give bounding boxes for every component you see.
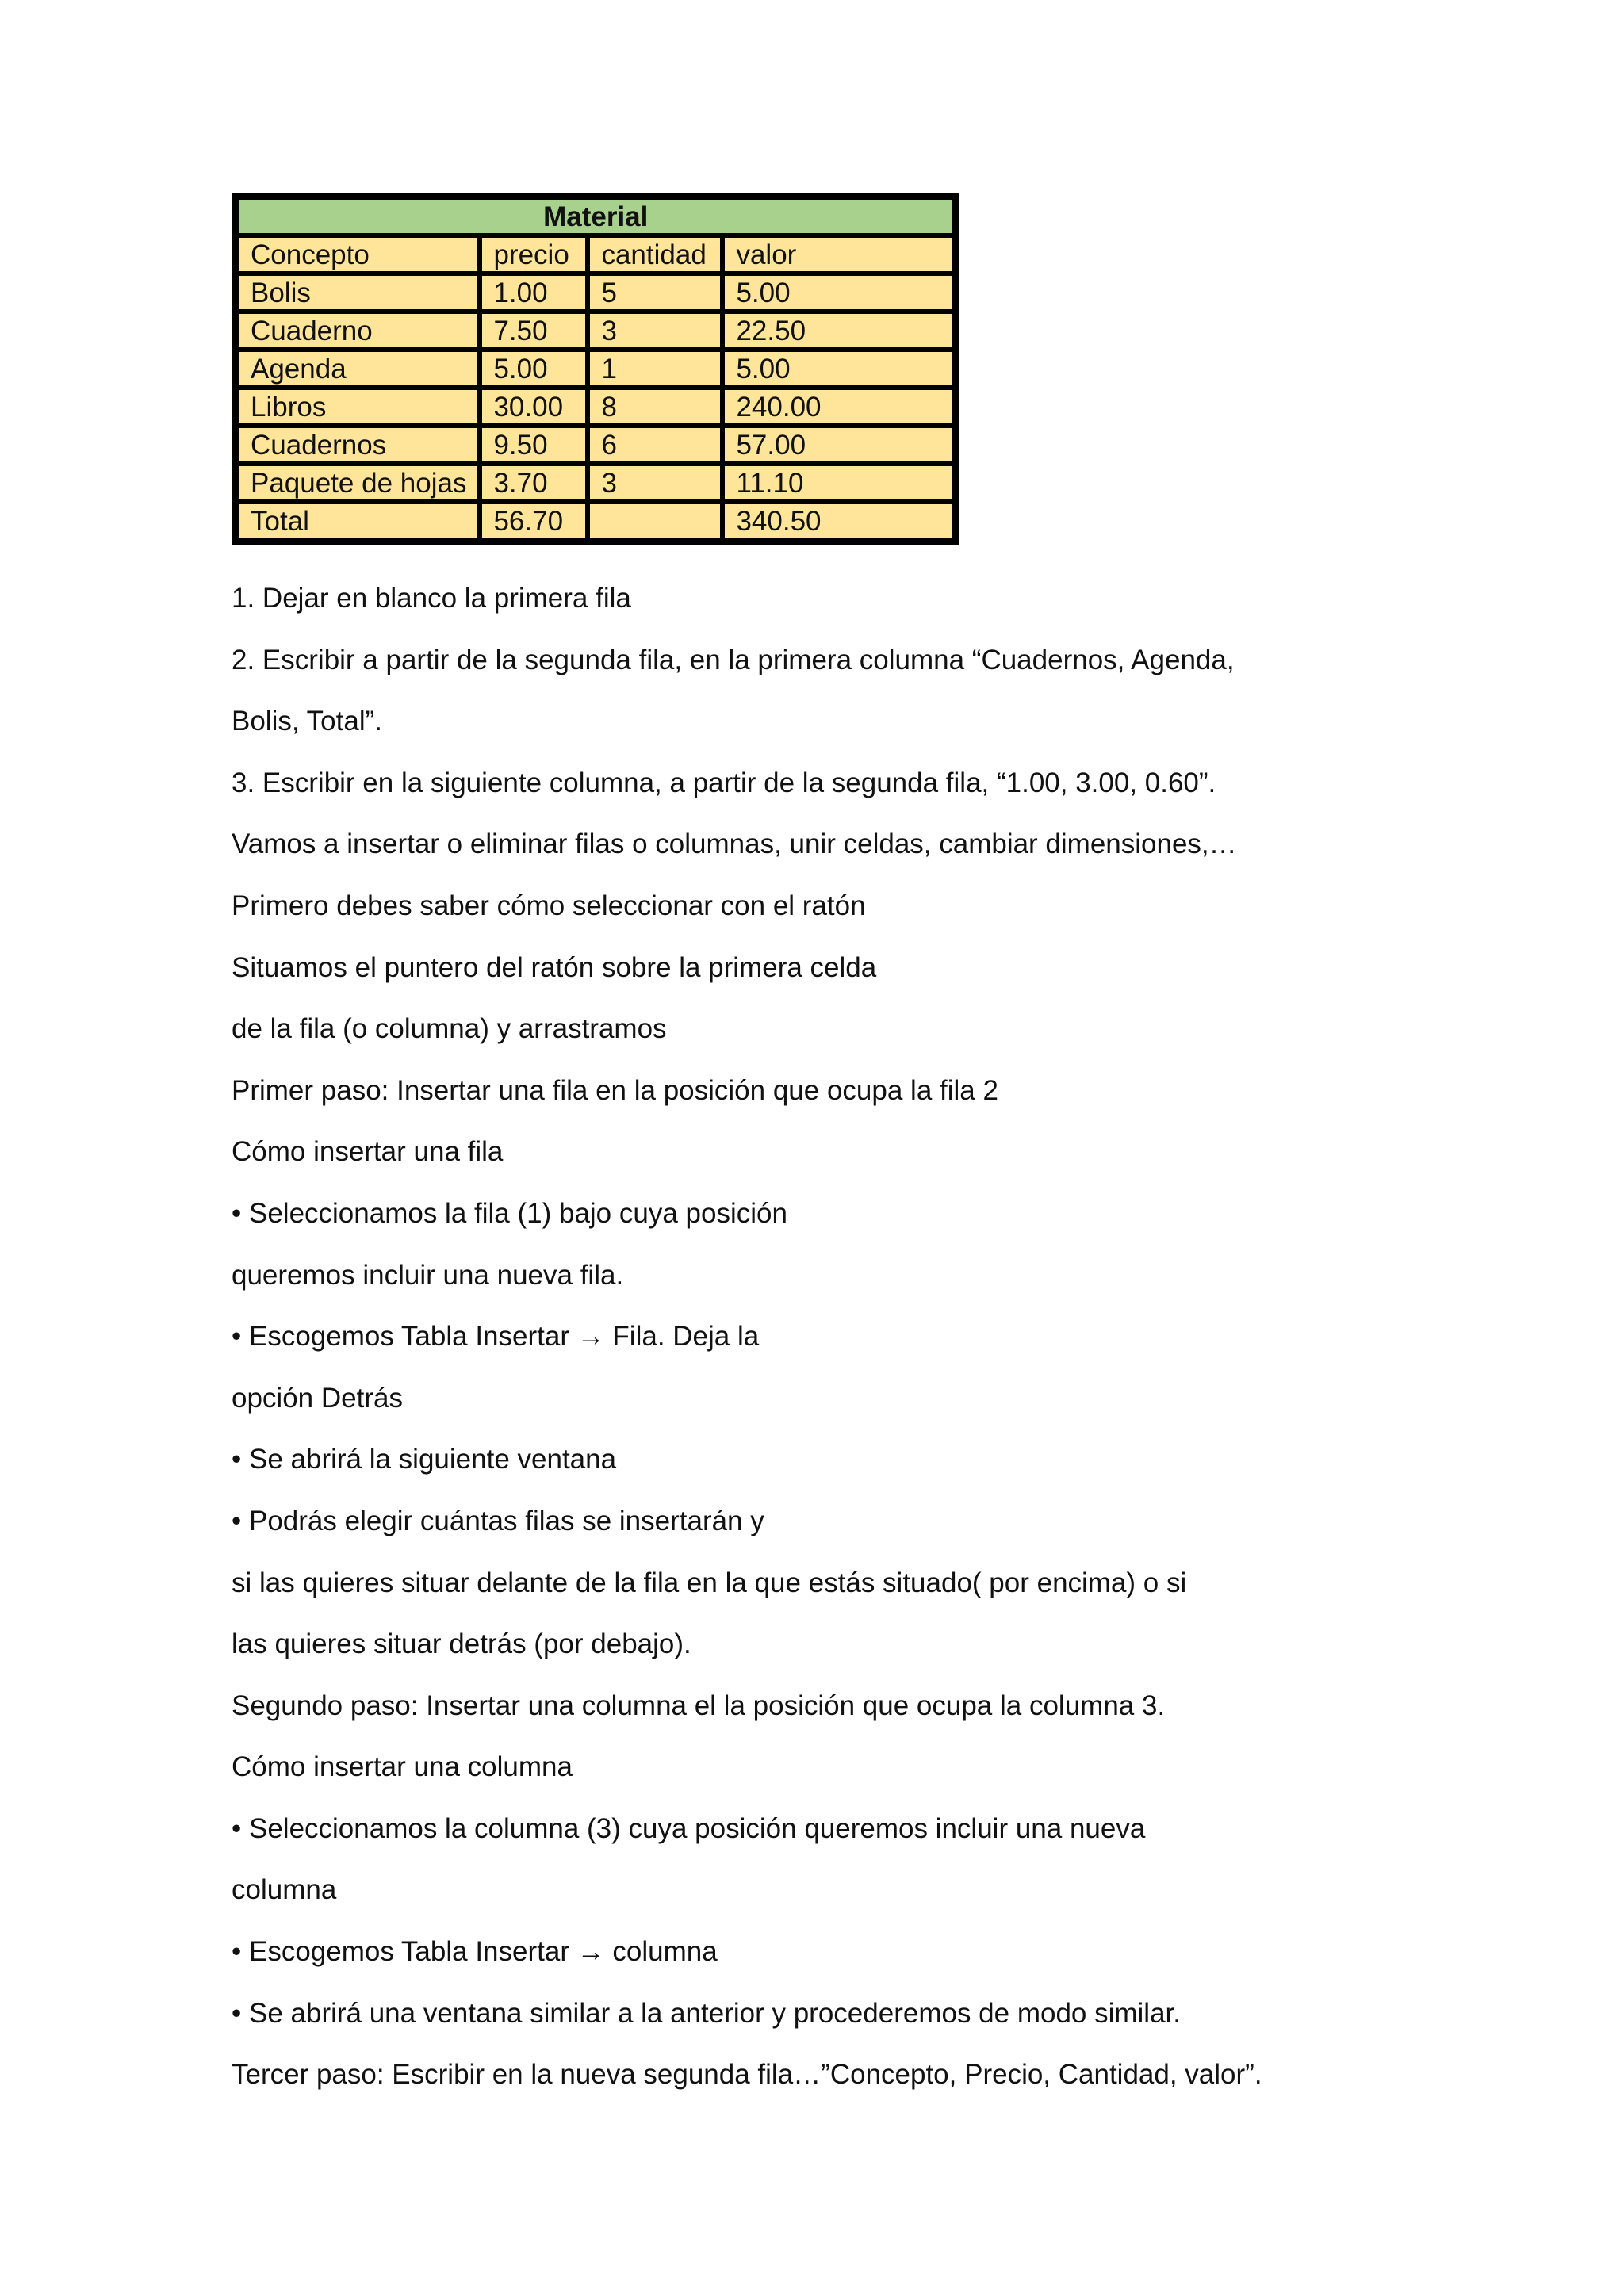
text-line: queremos incluir una nueva fila. bbox=[232, 1259, 624, 1291]
table-header-row bbox=[237, 235, 954, 274]
text-line: 1. Dejar en blanco la primera fila bbox=[232, 583, 631, 614]
cell-concepto: Libros bbox=[237, 388, 480, 426]
text-line: • Se abrirá una ventana similar a la anterior y procederemos de modo similar. bbox=[232, 1997, 1181, 2029]
text-line: • Escogemos Tabla Insertar → Fila. Deja la bbox=[232, 1321, 760, 1353]
cell-concepto: Paquete de hojas bbox=[237, 464, 480, 502]
text-line: Vamos a insertar o eliminar filas o columnas, unir celdas, cambiar dimensiones,… bbox=[232, 828, 1237, 860]
cell-valor: 22.50 bbox=[722, 312, 954, 350]
cell-precio: 30.00 bbox=[480, 388, 588, 426]
text-line: columna bbox=[232, 1874, 337, 1906]
cell-concepto: Total bbox=[237, 502, 480, 540]
table-title-row bbox=[237, 197, 954, 235]
text-line: opción Detrás bbox=[232, 1382, 403, 1414]
cell-concepto: Cuadernos bbox=[237, 426, 480, 464]
text-line: Cómo insertar una columna bbox=[232, 1751, 573, 1783]
cell-concepto: Cuaderno bbox=[237, 312, 480, 350]
cell-precio: 1.00 bbox=[480, 274, 588, 312]
text-line: Tercer paso: Escribir en la nueva segunda fila…”Concepto, Precio, Cantidad, valor”. bbox=[232, 2059, 1262, 2091]
header-precio: precio bbox=[480, 235, 588, 274]
text-line: de la fila (o columna) y arrastramos bbox=[232, 1013, 667, 1045]
cell-cantidad: 6 bbox=[588, 426, 722, 464]
cell-precio: 56.70 bbox=[480, 502, 588, 540]
cell-valor: 240.00 bbox=[722, 388, 954, 426]
cell-valor: 340.50 bbox=[722, 502, 954, 540]
cell-precio: 3.70 bbox=[480, 464, 588, 502]
cell-valor: 57.00 bbox=[722, 426, 954, 464]
text-line: • Se abrirá la siguiente ventana bbox=[232, 1444, 617, 1475]
cell-cantidad: 3 bbox=[588, 312, 722, 350]
table-total-row bbox=[237, 502, 954, 540]
text-line: • Podrás elegir cuántas filas se insertarán y bbox=[232, 1505, 764, 1536]
instructions-text bbox=[232, 584, 1421, 2122]
header-valor: valor bbox=[722, 235, 954, 274]
text-line: Segundo paso: Insertar una columna el la posición que ocupa la columna 3. bbox=[232, 1689, 1166, 1721]
text-line: 2. Escribir a partir de la segunda fila, en la primera columna “Cuadernos, Agenda, bbox=[232, 644, 1235, 675]
text-line: Situamos el puntero del ratón sobre la primera celda bbox=[232, 951, 877, 983]
cell-cantidad: 5 bbox=[588, 274, 722, 312]
text-line: las quieres situar detrás (por debajo). bbox=[232, 1628, 691, 1660]
text-line: Primer paso: Insertar una fila en la posición que ocupa la fila 2 bbox=[232, 1074, 998, 1106]
cell-precio: 7.50 bbox=[480, 312, 588, 350]
table-row bbox=[237, 274, 954, 312]
table-row bbox=[237, 350, 954, 388]
text-line: Cómo insertar una fila bbox=[232, 1136, 504, 1168]
cell-cantidad: 3 bbox=[588, 464, 722, 502]
cell-valor: 5.00 bbox=[722, 274, 954, 312]
material-table bbox=[232, 193, 959, 545]
cell-valor: 5.00 bbox=[722, 350, 954, 388]
cell-cantidad: 8 bbox=[588, 388, 722, 426]
header-cantidad: cantidad bbox=[588, 235, 722, 274]
cell-precio: 5.00 bbox=[480, 350, 588, 388]
text-line: si las quieres situar delante de la fila en la que estás situado( por encima) o si bbox=[232, 1567, 1187, 1598]
table-row bbox=[237, 388, 954, 426]
text-line: Primero debes saber cómo seleccionar con el ratón bbox=[232, 890, 866, 921]
table-title: Material bbox=[237, 197, 954, 235]
cell-concepto: Agenda bbox=[237, 350, 480, 388]
text-line: • Seleccionamos la columna (3) cuya posición queremos incluir una nueva bbox=[232, 1812, 1146, 1844]
cell-valor: 11.10 bbox=[722, 464, 954, 502]
table-row bbox=[237, 464, 954, 502]
cell-concepto: Bolis bbox=[237, 274, 480, 312]
cell-cantidad bbox=[588, 502, 722, 540]
text-line: 3. Escribir en la siguiente columna, a partir de la segunda fila, “1.00, 3.00, 0.60”. bbox=[232, 767, 1216, 798]
text-line: • Escogemos Tabla Insertar → columna bbox=[232, 1936, 718, 1968]
table-row bbox=[237, 426, 954, 464]
text-line: Bolis, Total”. bbox=[232, 706, 382, 737]
table-row bbox=[237, 312, 954, 350]
cell-precio: 9.50 bbox=[480, 426, 588, 464]
text-line: • Seleccionamos la fila (1) bajo cuya posición bbox=[232, 1197, 787, 1229]
header-concepto: Concepto bbox=[237, 235, 480, 274]
cell-cantidad: 1 bbox=[588, 350, 722, 388]
